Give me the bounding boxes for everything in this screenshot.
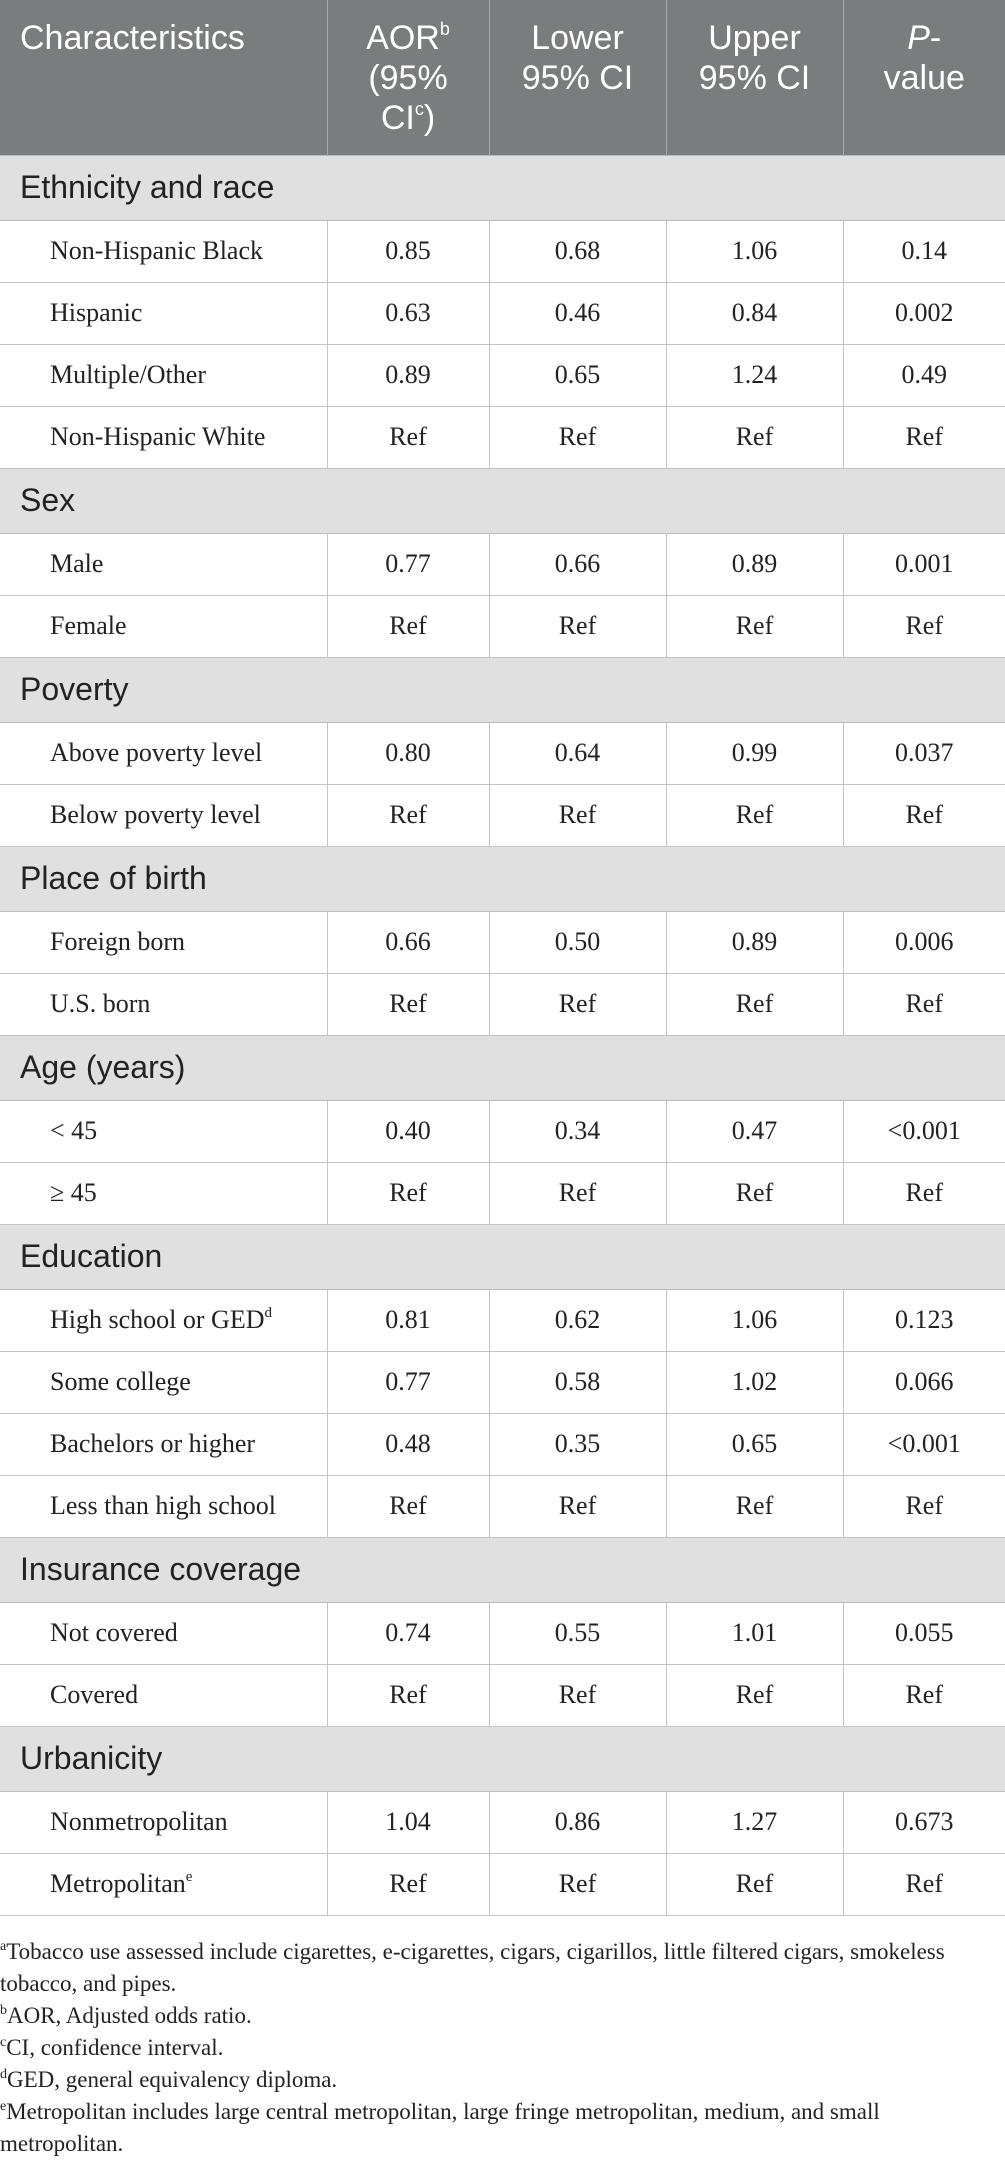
lower-ci-cell: 0.34 [489,1100,666,1162]
upper-ci-cell: Ref [666,1475,843,1537]
aor-cell: 0.77 [327,533,489,595]
upper-ci-cell: 0.47 [666,1100,843,1162]
aor-cell: 0.48 [327,1413,489,1475]
aor-cell: Ref [327,784,489,846]
upper-ci-cell: Ref [666,784,843,846]
group-row [0,846,1005,911]
table-row [0,722,1005,784]
aor-cell: Ref [327,406,489,468]
table-row [0,220,1005,282]
group-row [0,155,1005,220]
p-value-cell: 0.001 [843,533,1005,595]
aor-cell: 1.04 [327,1791,489,1853]
aor-cell: 0.80 [327,722,489,784]
table-row [0,973,1005,1035]
p-value-cell: 0.49 [843,344,1005,406]
p-value-cell: 0.055 [843,1602,1005,1664]
p-value-cell: Ref [843,784,1005,846]
aor-cell: Ref [327,1475,489,1537]
p-value-cell: Ref [843,1162,1005,1224]
table-header [0,0,1005,155]
lower-ci-cell: Ref [489,1475,666,1537]
p-value-cell: 0.123 [843,1289,1005,1351]
table-row [0,1475,1005,1537]
table-row [0,1289,1005,1351]
p-value-cell: <0.001 [843,1100,1005,1162]
upper-ci-cell: 0.89 [666,533,843,595]
upper-ci-cell: Ref [666,595,843,657]
group-title: Ethnicity and race [0,155,1005,220]
upper-ci-cell: Ref [666,973,843,1035]
p-value-cell: <0.001 [843,1413,1005,1475]
upper-ci-cell: 0.89 [666,911,843,973]
upper-ci-cell: 0.65 [666,1413,843,1475]
header-upper-ci: Upper 95% CI [666,0,843,155]
group-row [0,1726,1005,1791]
aor-cell: 0.89 [327,344,489,406]
row-label: U.S. born [0,973,327,1035]
row-label: Non-Hispanic Black [0,220,327,282]
aor-cell: Ref [327,1664,489,1726]
group-title: Education [0,1224,1005,1289]
group-title: Age (years) [0,1035,1005,1100]
upper-ci-cell: Ref [666,1853,843,1915]
p-value-cell: 0.14 [843,220,1005,282]
row-label: Non-Hispanic White [0,406,327,468]
row-label: Multiple/Other [0,344,327,406]
table-row [0,406,1005,468]
upper-ci-cell: 1.06 [666,220,843,282]
upper-ci-cell: 1.01 [666,1602,843,1664]
group-row [0,1035,1005,1100]
lower-ci-cell: Ref [489,406,666,468]
p-value-cell: 0.066 [843,1351,1005,1413]
footnote: $^a$Tobacco use assessed include cigarettes, e-cigarettes, cigars, cigarillos, little filtered cigars, smokeless tobacco, and pipes. [0,1938,945,1996]
table-row [0,1664,1005,1726]
row-label: Not covered [0,1602,327,1664]
table-body [0,155,1005,1915]
lower-ci-cell: Ref [489,1162,666,1224]
row-label: Female [0,595,327,657]
p-value-cell: Ref [843,1475,1005,1537]
row-label: Bachelors or higher [0,1413,327,1475]
lower-ci-cell: 0.35 [489,1413,666,1475]
table-row [0,1162,1005,1224]
upper-ci-cell: Ref [666,1664,843,1726]
footnote: $^d$GED, general equivalency diploma. [0,2066,338,2092]
header-aor: AOR$^b$ (95% $CI^c$) [327,0,489,155]
aor-cell: 0.85 [327,220,489,282]
p-value-cell: Ref [843,406,1005,468]
row-label: Below poverty level [0,784,327,846]
group-row [0,657,1005,722]
upper-ci-cell: 1.02 [666,1351,843,1413]
p-value-cell: Ref [843,973,1005,1035]
aor-cell: 0.81 [327,1289,489,1351]
lower-ci-cell: 0.62 [489,1289,666,1351]
row-label: Hispanic [0,282,327,344]
table-row [0,1413,1005,1475]
p-value-cell: Ref [843,1664,1005,1726]
table-row [0,595,1005,657]
group-title: Urbanicity [0,1726,1005,1791]
lower-ci-cell: 0.55 [489,1602,666,1664]
table-row [0,1351,1005,1413]
table-row [0,1853,1005,1915]
group-row [0,468,1005,533]
lower-ci-cell: Ref [489,1853,666,1915]
header-p-value: P- value [843,0,1005,155]
footnote: $^b$AOR, Adjusted odds ratio. [0,2002,252,2028]
table-row [0,784,1005,846]
aor-cell: Ref [327,973,489,1035]
group-title: Insurance coverage [0,1537,1005,1602]
aor-cell: 0.77 [327,1351,489,1413]
footnote: $^c$CI, confidence interval. [0,2034,224,2060]
lower-ci-cell: 0.66 [489,533,666,595]
lower-ci-cell: 0.46 [489,282,666,344]
row-label: Male [0,533,327,595]
upper-ci-cell: 1.27 [666,1791,843,1853]
lower-ci-cell: Ref [489,784,666,846]
aor-cell: Ref [327,1853,489,1915]
table-row [0,911,1005,973]
p-value-cell: Ref [843,595,1005,657]
group-title: Sex [0,468,1005,533]
row-label: High school or GED$^d$ [0,1289,327,1351]
lower-ci-cell: 0.86 [489,1791,666,1853]
group-title: Poverty [0,657,1005,722]
aor-cell: 0.40 [327,1100,489,1162]
p-value-cell: Ref [843,1853,1005,1915]
upper-ci-cell: Ref [666,406,843,468]
p-value-cell: 0.006 [843,911,1005,973]
aor-cell: 0.63 [327,282,489,344]
lower-ci-cell: 0.68 [489,220,666,282]
row-label: Above poverty level [0,722,327,784]
p-value-cell: 0.002 [843,282,1005,344]
lower-ci-cell: 0.64 [489,722,666,784]
aor-cell: Ref [327,1162,489,1224]
upper-ci-cell: 0.99 [666,722,843,784]
lower-ci-cell: Ref [489,595,666,657]
group-row [0,1224,1005,1289]
table-row [0,344,1005,406]
lower-ci-cell: Ref [489,973,666,1035]
upper-ci-cell: 0.84 [666,282,843,344]
group-title: Place of birth [0,846,1005,911]
row-label: Nonmetropolitan [0,1791,327,1853]
table-row [0,282,1005,344]
table-row [0,1100,1005,1162]
row-label: Some college [0,1351,327,1413]
p-value-cell: 0.673 [843,1791,1005,1853]
lower-ci-cell: 0.65 [489,344,666,406]
aor-cell: 0.66 [327,911,489,973]
footnote: $^e$Metropolitan includes large central metropolitan, large fringe metropolitan, medium, and small metropolitan. [0,2098,880,2156]
table-row [0,1791,1005,1853]
lower-ci-cell: Ref [489,1664,666,1726]
row-label: < 45 [0,1100,327,1162]
row-label: Foreign born [0,911,327,973]
row-label: Less than high school [0,1475,327,1537]
row-label: ≥ 45 [0,1162,327,1224]
upper-ci-cell: 1.06 [666,1289,843,1351]
aor-cell: Ref [327,595,489,657]
p-value-cell: 0.037 [843,722,1005,784]
row-label: Covered [0,1664,327,1726]
group-row [0,1537,1005,1602]
lower-ci-cell: 0.50 [489,911,666,973]
aor-cell: 0.74 [327,1602,489,1664]
table-row [0,533,1005,595]
footnotes [0,1916,1005,2160]
upper-ci-cell: Ref [666,1162,843,1224]
lower-ci-cell: 0.58 [489,1351,666,1413]
header-lower-ci: Lower 95% CI [489,0,666,155]
header-characteristics: Characteristics [0,0,327,155]
upper-ci-cell: 1.24 [666,344,843,406]
table-row [0,1602,1005,1664]
row-label: Metropolitan$^e$ [0,1853,327,1915]
